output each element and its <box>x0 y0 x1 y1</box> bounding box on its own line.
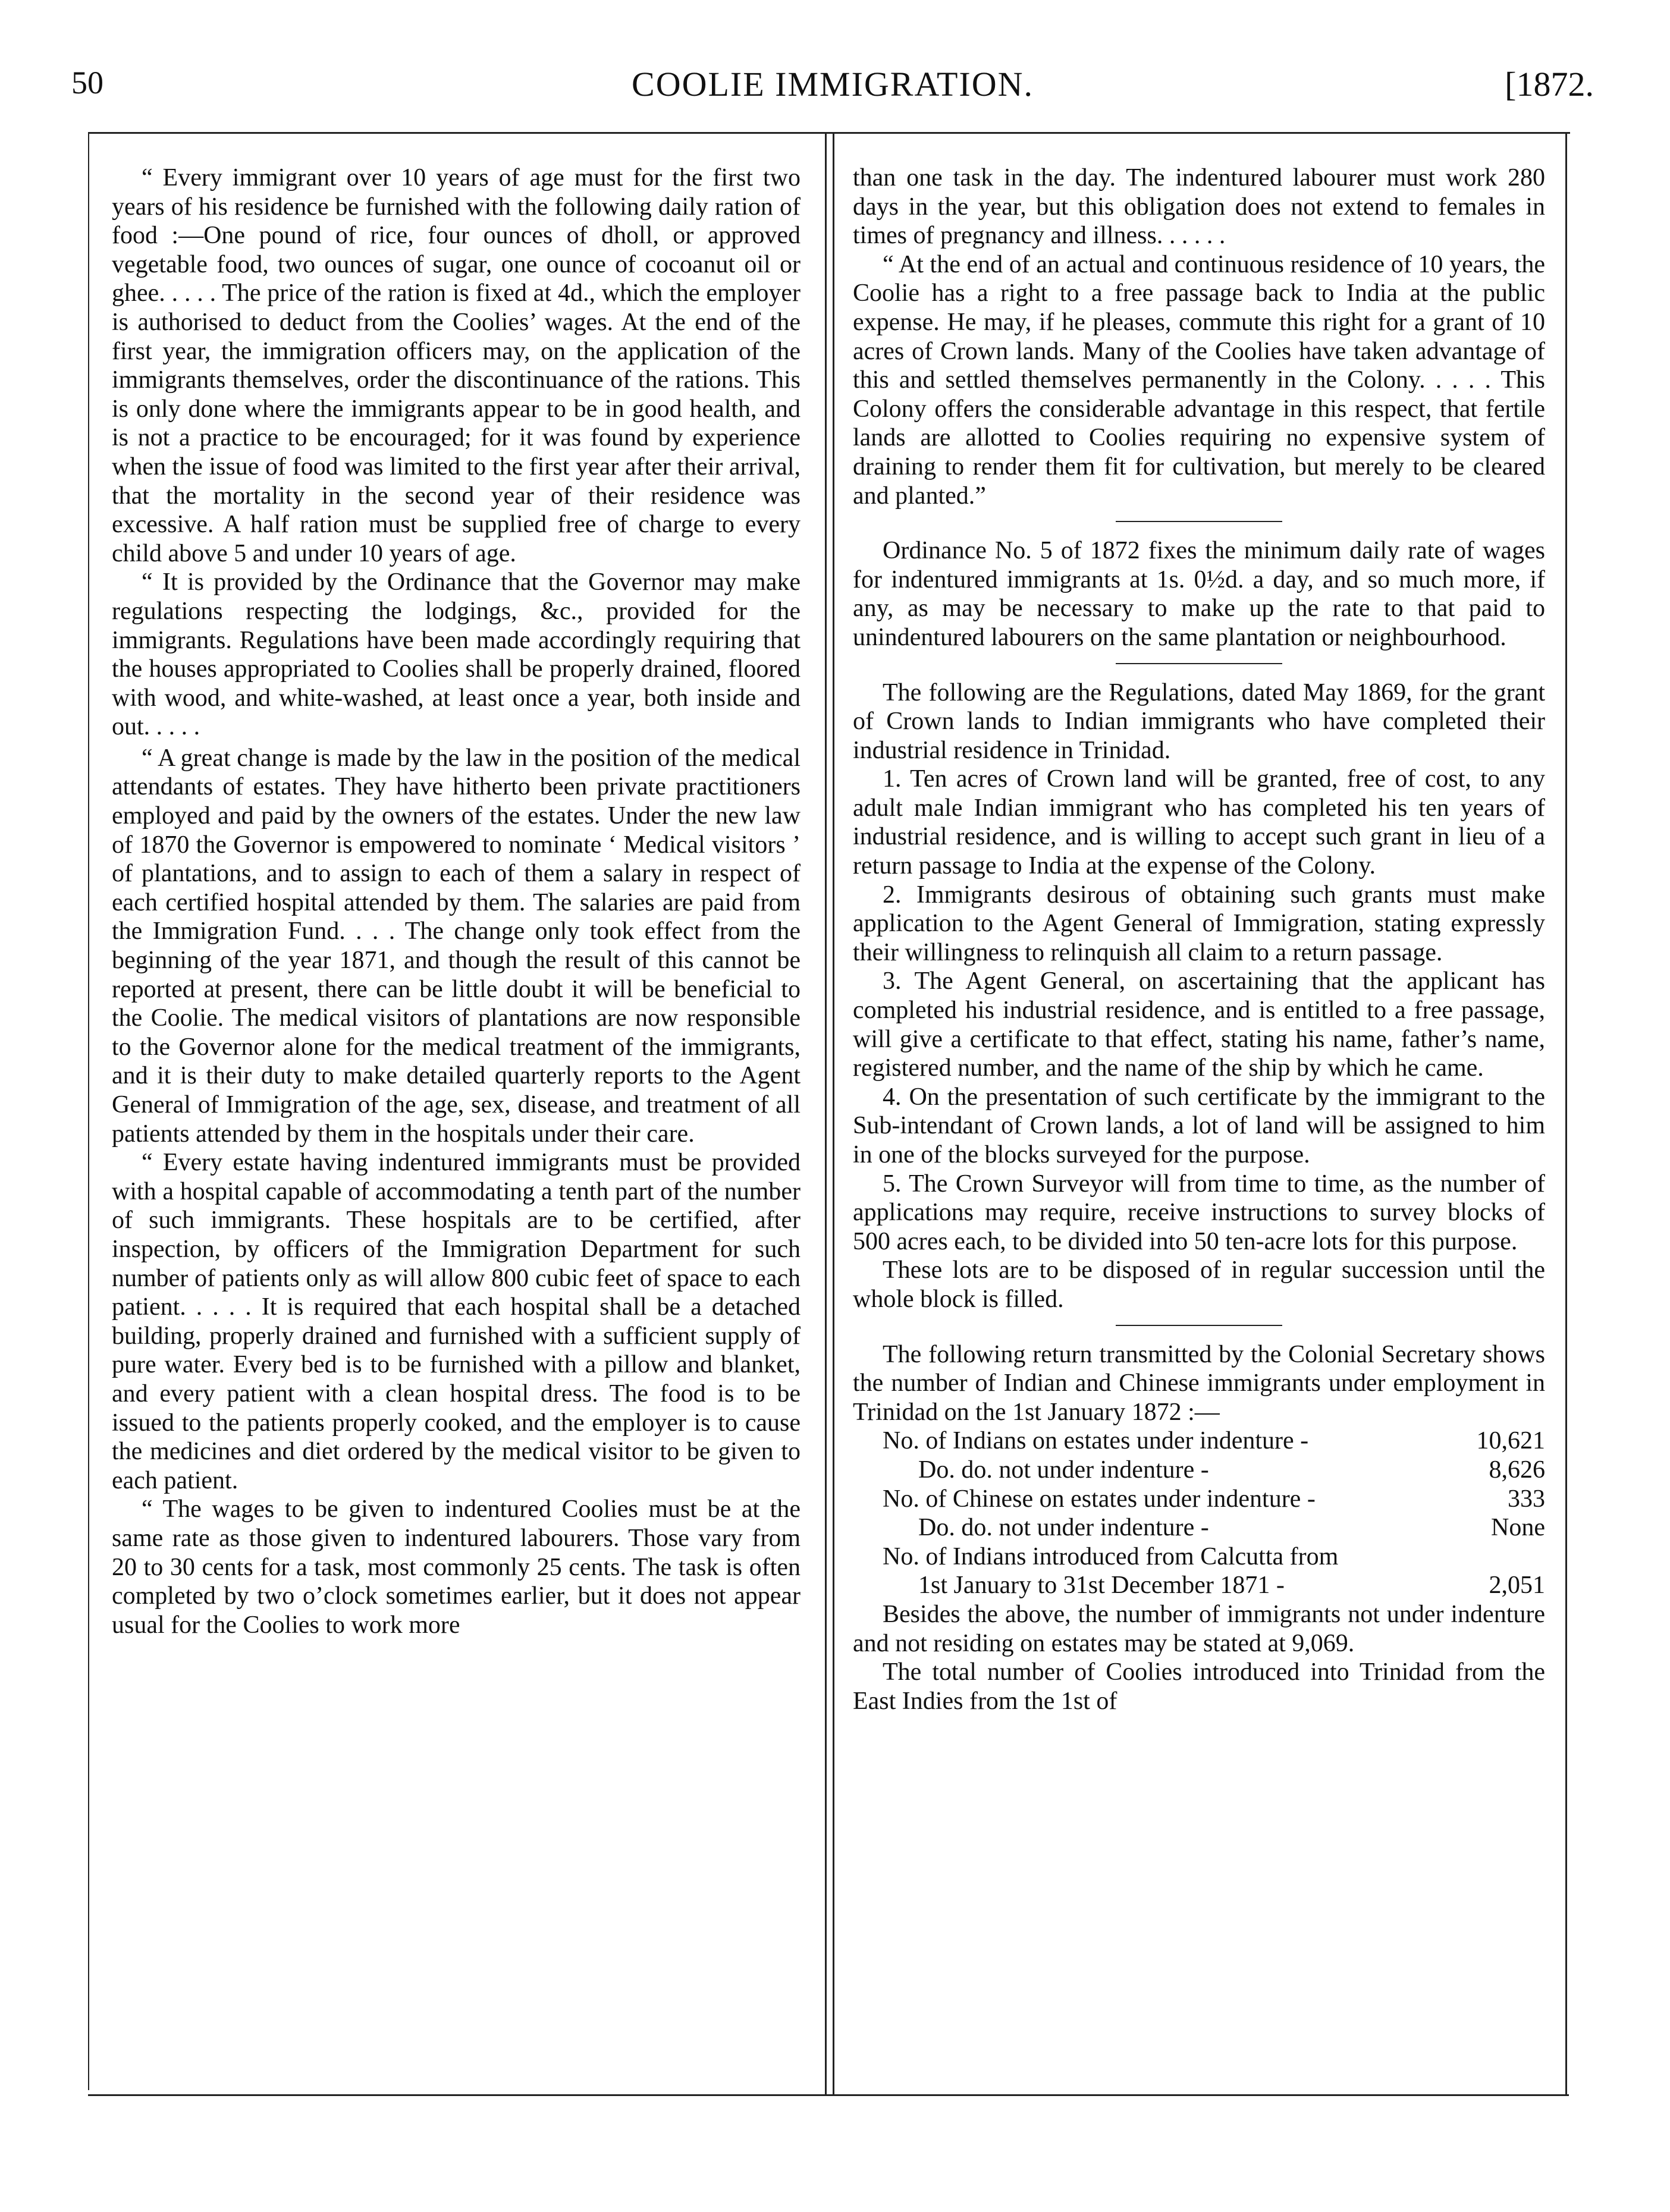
stat-label: Do. do. not under indenture - <box>918 1514 1209 1542</box>
paragraph-free-passage: “ At the end of an actual and continuous residence of 10 years, the Coolie has a right to a free passage back to India at the public expense. He may, if he pleases, commute this right for a grant of 10 acres of Crown lands. Many of the Coolies have taken advantage of this and settled themselves permanently in the Colony. . . . . This Colony offers the considerable advantage in this respect, that fertile lands are allotted to Coolies requiring no expensive system of draining to render them fit for cultivation, but merely to be cleared and planted.” <box>853 250 1545 510</box>
paragraph-regulations-intro: The following are the Regulations, dated May 1869, for the grant of Crown lands to Indian immigrants who have completed their industrial residence in Trinidad. <box>853 678 1545 764</box>
column-gutter-rule <box>825 132 827 2094</box>
regulation-item: 5. The Crown Surveyor will from time to time, as the number of applications may require, receive instructions to survey blocks of 500 acres each, to be divided into 50 ten-acre lots for this purpose. <box>853 1170 1545 1255</box>
paragraph-ordinance: Ordinance No. 5 of 1872 fixes the minimum daily rate of wages for indentured immigrants at 1s. 0½d. a day, and so much more, if any, as may be necessary to make up the rate to that paid to unindentured labourers on the same plantation or neighbourhood. <box>853 537 1545 651</box>
stat-value: 10,621 <box>1476 1427 1545 1455</box>
column-gutter-rule-2 <box>833 132 834 2094</box>
frame-bottom-rule <box>88 2094 1569 2096</box>
stat-value: 2,051 <box>1489 1572 1545 1600</box>
stat-row <box>853 1571 1545 1600</box>
paragraph-non-indentured: Besides the above, the number of immigrants not under indenture and not residing on estates may be stated at 9,069. <box>853 1600 1545 1657</box>
stat-row <box>853 1513 1545 1542</box>
left-column <box>112 164 801 1639</box>
paragraph-wages: “ The wages to be given to indentured Coolies must be at the same rate as those given to indentured labourers. Those vary from 20 to 30 cents for a task, most commonly 25 cents. The task is often completed by two o’clock sometimes earlier, but it does not appear usual for the Coolies to work more <box>112 1495 801 1639</box>
paragraph-rations: “ Every immigrant over 10 years of age must for the first two years of his residence be furnished with the following daily ration of food :—One pound of rice, four ounces of dholl, or approved vegetable food, two ounces of sugar, one ounce of cocoanut oil or ghee. . . . . The price of the ration is fixed at 4d., which the employer is authorised to deduct from the Coolies’ wages. At the end of the first year, the immigration officers may, on the application of the immigrants themselves, order the discontinuance of the rations. This is only done where the immigrants appear to be in good health, and is not a practice to be encouraged; for it was found by experience when the issue of food was limited to the first year after their arrival, that the mortality in the second year of their residence was excessive. A half ration must be supplied free of charge to every child above 5 and under 10 years of age. <box>112 164 801 567</box>
running-title: COOLIE IMMIGRATION. <box>632 65 1034 103</box>
immigrant-statistics <box>853 1427 1545 1600</box>
stat-row <box>853 1542 1545 1572</box>
regulation-item: 1. Ten acres of Crown land will be granted, free of cost, to any adult male Indian immigrant who has completed his ten years of industrial residence, and is willing to accept such grant in lieu of a return passage to India at the expense of the Colony. <box>853 765 1545 880</box>
stat-value: 8,626 <box>1489 1456 1545 1484</box>
frame-right-rule <box>1565 132 1567 2094</box>
section-rule <box>1116 521 1282 522</box>
paragraph-medical-attendants: “ A great change is made by the law in the position of the medical attendants of estates. They have hitherto been private practitioners employed and paid by the owners of the estates. Under the new law of 1870 the Governor is empowered to nominate ‘ Medical visitors ’ of plantations, and to assign to each of them a salary in respect of each certified hospital attended by them. The salaries are paid from the Immigration Fund. . . . The change only took effect from the beginning of the year 1871, and though the result of this cannot be reported at present, there can be little doubt it will be beneficial to the Coolie. The medical visitors of plantations are now responsible to the Governor alone for the medical treatment of the immigrants, and it is their duty to make detailed quarterly reports to the Agent General of Immigration of the age, sex, disease, and treatment of all patients attended by them in the hospitals under their care. <box>112 744 801 1148</box>
page-header <box>71 64 1594 112</box>
regulation-item: 2. Immigrants desirous of obtaining such grants must make application to the Agent General of Immigration, stating expressly their willingness to relinquish all claim to a return passage. <box>853 881 1545 966</box>
paragraph-total-coolies: The total number of Coolies introduced into Trinidad from the East Indies from the 1st of <box>853 1658 1545 1715</box>
regulation-item: 4. On the presentation of such certificate by the immigrant to the Sub-intendant of Crown lands, a lot of land will be assigned to him in one of the blocks surveyed for the purpose. <box>853 1083 1545 1168</box>
paragraph-hospitals: “ Every estate having indentured immigrants must be provided with a hospital capable of accommodating a tenth part of the number of such immigrants. These hospitals are to be certified, after inspection, by officers of the Immigration Department for such number of patients only as will allow 800 cubic feet of space to each patient. . . . . It is required that each hospital shall be a detached building, properly drained and furnished with a sufficient supply of pure water. Every bed is to be furnished with a pillow and blanket, and every patient with a clean hospital dress. The food is to be issued to the patients properly cooked, and the employer is to cause the medicines and diet ordered by the medical visitor to be given to each patient. <box>112 1149 801 1494</box>
right-column <box>853 164 1545 1715</box>
stat-value: None <box>1491 1514 1545 1542</box>
regulation-item: 3. The Agent General, on ascertaining that the applicant has completed his industrial residence, and is entitled to a free passage, will give a certificate to that effect, stating his name, father’s name, registered number, and the name of the ship by which he came. <box>853 967 1545 1082</box>
paragraph-lodgings: “ It is provided by the Ordinance that the Governor may make regulations respecting the lodgings, &c., provided for the immigrants. Regulations have been made accordingly requiring that the houses appropriated to Coolies shall be properly drained, floored with wood, and white-washed, at least once a year, both inside and out. . . . . <box>112 568 801 741</box>
stat-label: No. of Indians on estates under indenture - <box>883 1427 1309 1455</box>
regulation-note: These lots are to be disposed of in regular succession until the whole block is filled. <box>853 1256 1545 1313</box>
stat-row <box>853 1485 1545 1514</box>
section-rule <box>1116 1325 1282 1326</box>
section-rule <box>1116 663 1282 664</box>
stat-row <box>853 1456 1545 1485</box>
page-number: 50 <box>71 65 103 100</box>
stat-row <box>853 1427 1545 1456</box>
stat-label: No. of Chinese on estates under indenture - <box>883 1485 1316 1513</box>
stat-label: Do. do. not under indenture - <box>918 1456 1209 1484</box>
year-label: [1872. <box>1505 65 1594 103</box>
paragraph-task-continuation: than one task in the day. The indentured labourer must work 280 days in the year, but this obligation does not extend to females in times of pregnancy and illness. . . . . . <box>853 164 1545 250</box>
stat-label: 1st January to 31st December 1871 - <box>918 1572 1285 1600</box>
stat-label: No. of Indians introduced from Calcutta from <box>883 1542 1339 1570</box>
paragraph-return-intro: The following return transmitted by the Colonial Secretary shows the number of Indian and Chinese immigrants under employment in Trinidad on the 1st January 1872 :— <box>853 1340 1545 1426</box>
stat-value: 333 <box>1508 1485 1545 1513</box>
